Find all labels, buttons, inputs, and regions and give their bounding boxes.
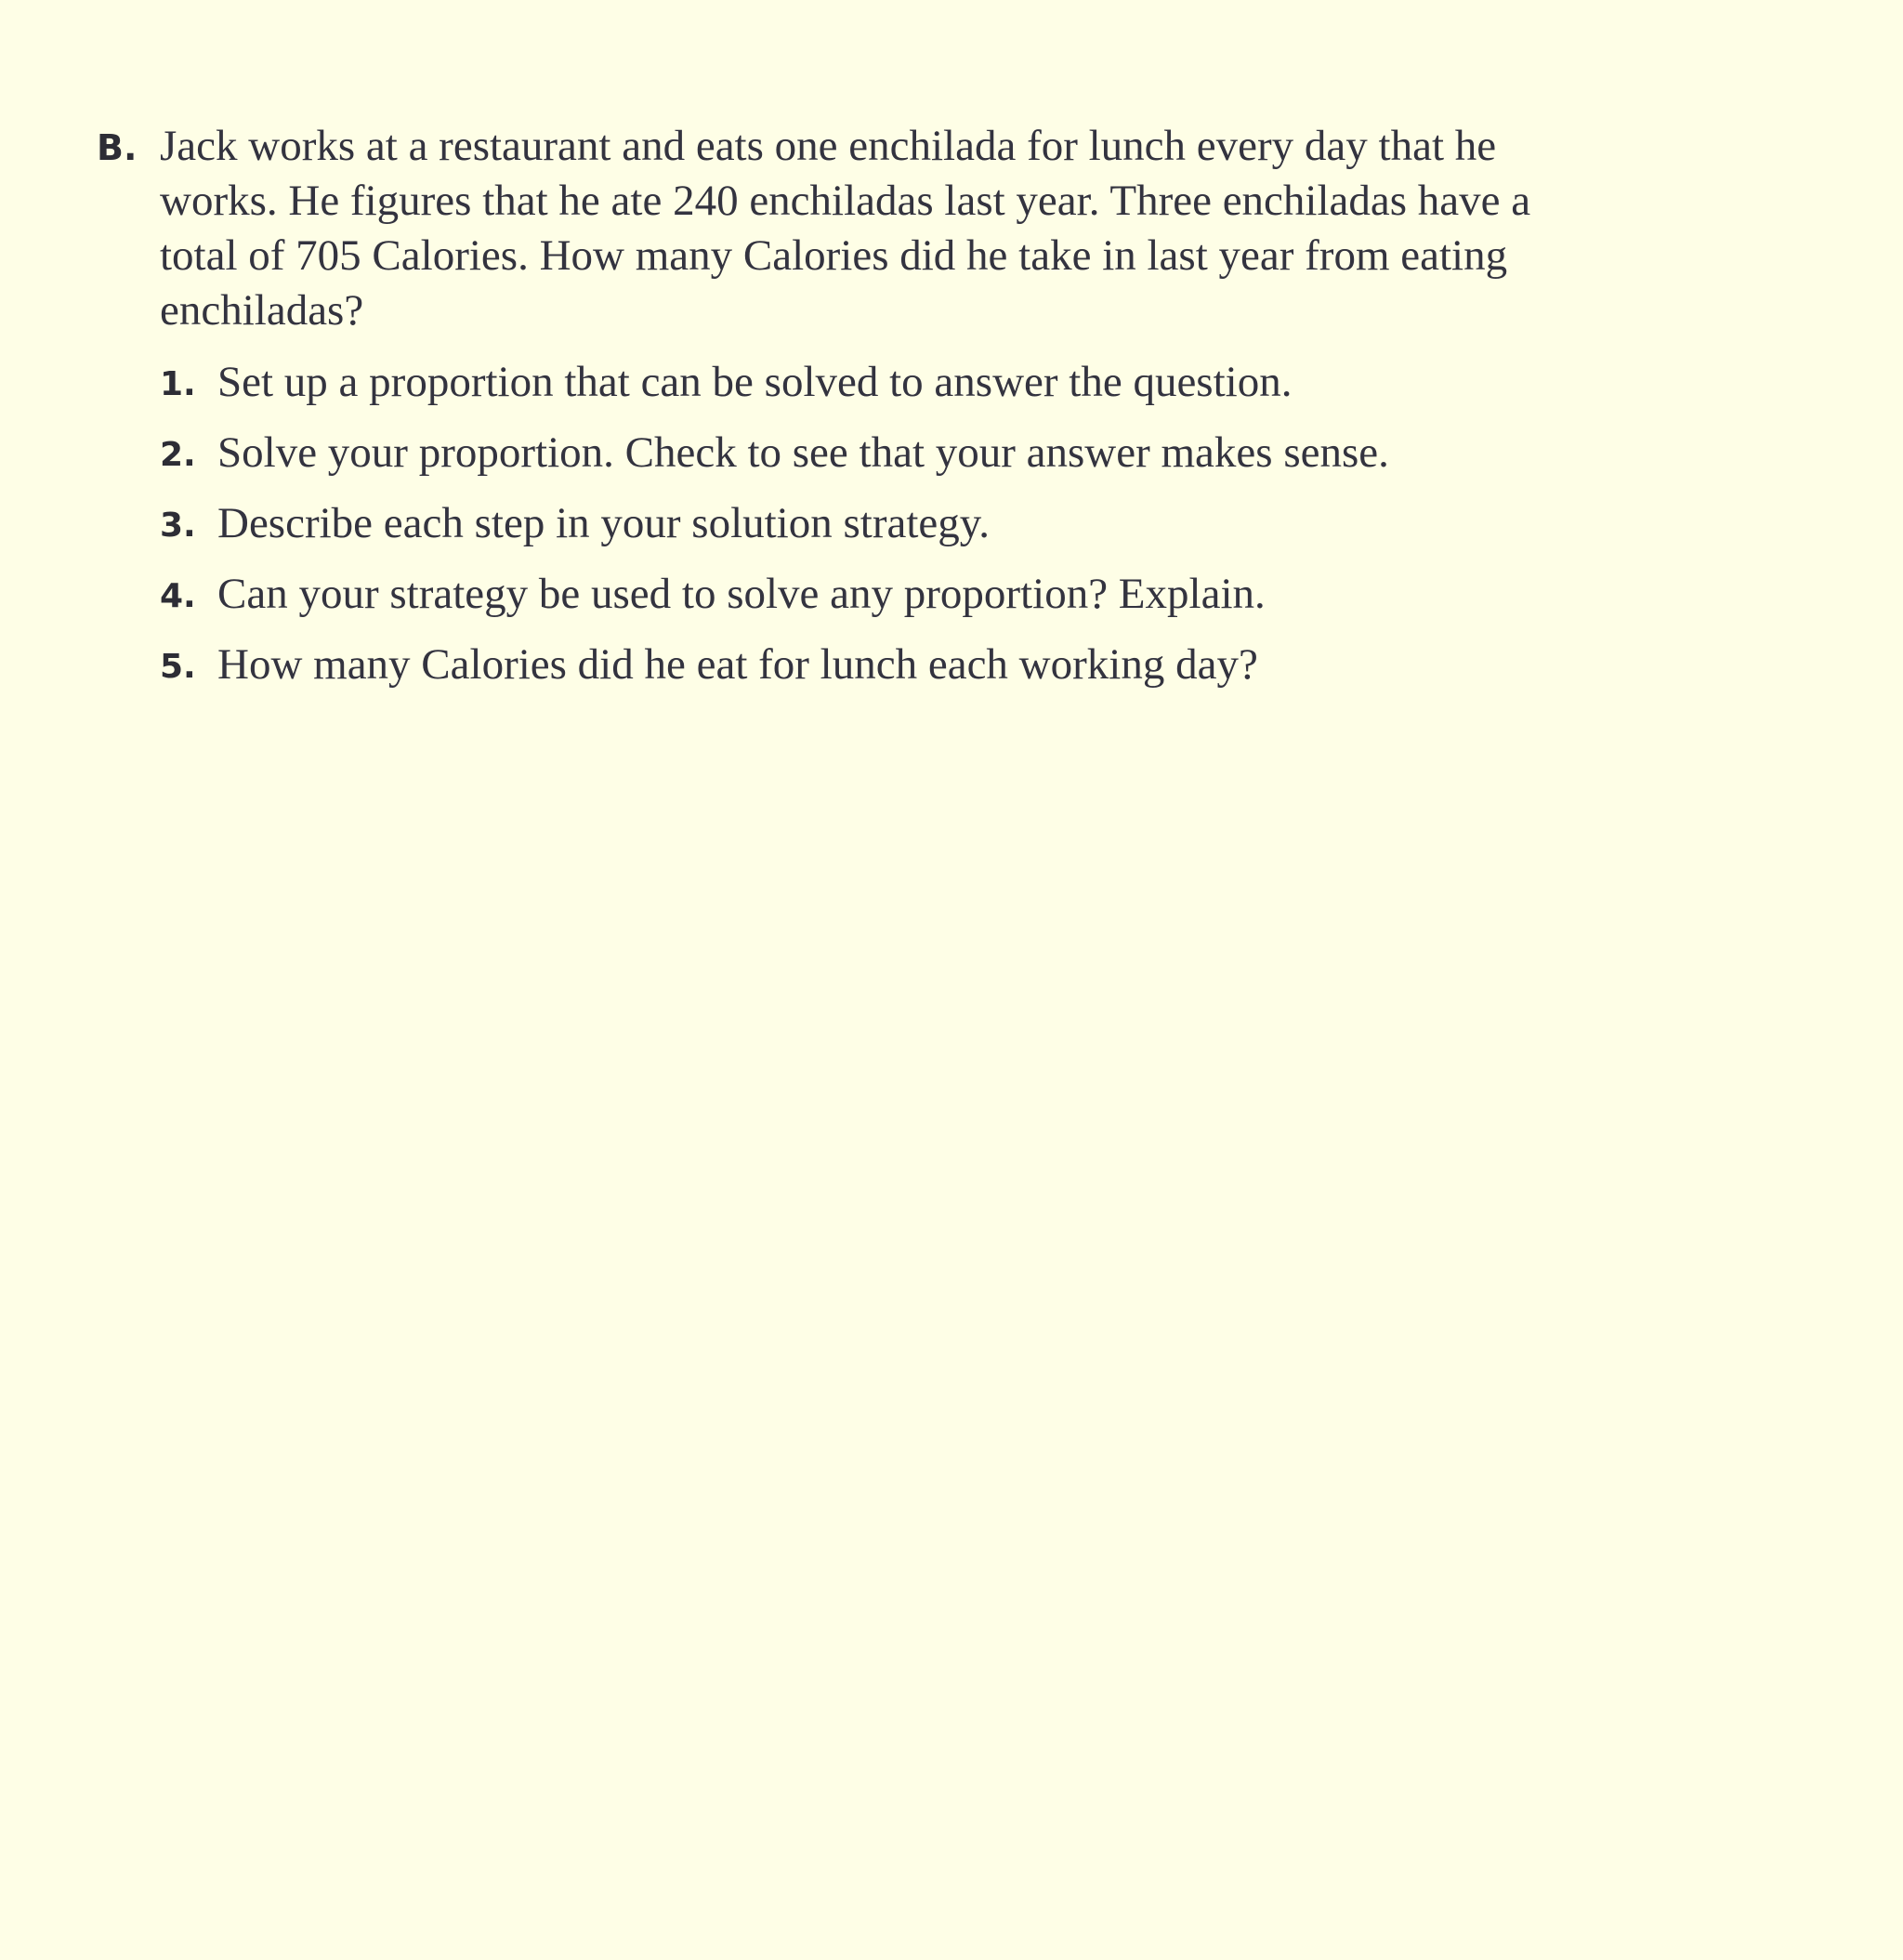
problem-text: Jack works at a restaurant and eats one enchilada for lunch every day that he works. He figures that he ate 240 enchiladas last year. Three enchiladas have a total of 705 Calories. How many Calories did he take in last year from eating enchiladas? bbox=[160, 122, 1531, 335]
question-text: Solve your proportion. Check to see that your answer makes sense. bbox=[217, 428, 1389, 477]
question-number: 2. bbox=[160, 436, 196, 474]
question-number: 5. bbox=[160, 648, 196, 686]
question-text: Set up a proportion that can be solved to answer the question. bbox=[217, 358, 1293, 406]
question-item bbox=[160, 426, 1546, 496]
question-text: How many Calories did he eat for lunch each working day? bbox=[217, 640, 1258, 689]
problem-b bbox=[97, 119, 1546, 708]
question-number: 4. bbox=[160, 577, 196, 615]
question-list bbox=[160, 355, 1546, 708]
question-text: Can your strategy be used to solve any proportion? Explain. bbox=[217, 570, 1266, 618]
question-text: Describe each step in your solution strategy. bbox=[217, 499, 990, 547]
question-item bbox=[160, 567, 1546, 638]
problem-label: B. bbox=[97, 127, 138, 168]
question-item bbox=[160, 355, 1546, 426]
question-item bbox=[160, 496, 1546, 567]
problem-statement bbox=[97, 119, 1546, 338]
question-number: 3. bbox=[160, 506, 196, 545]
question-number: 1. bbox=[160, 365, 196, 403]
question-item bbox=[160, 638, 1546, 708]
